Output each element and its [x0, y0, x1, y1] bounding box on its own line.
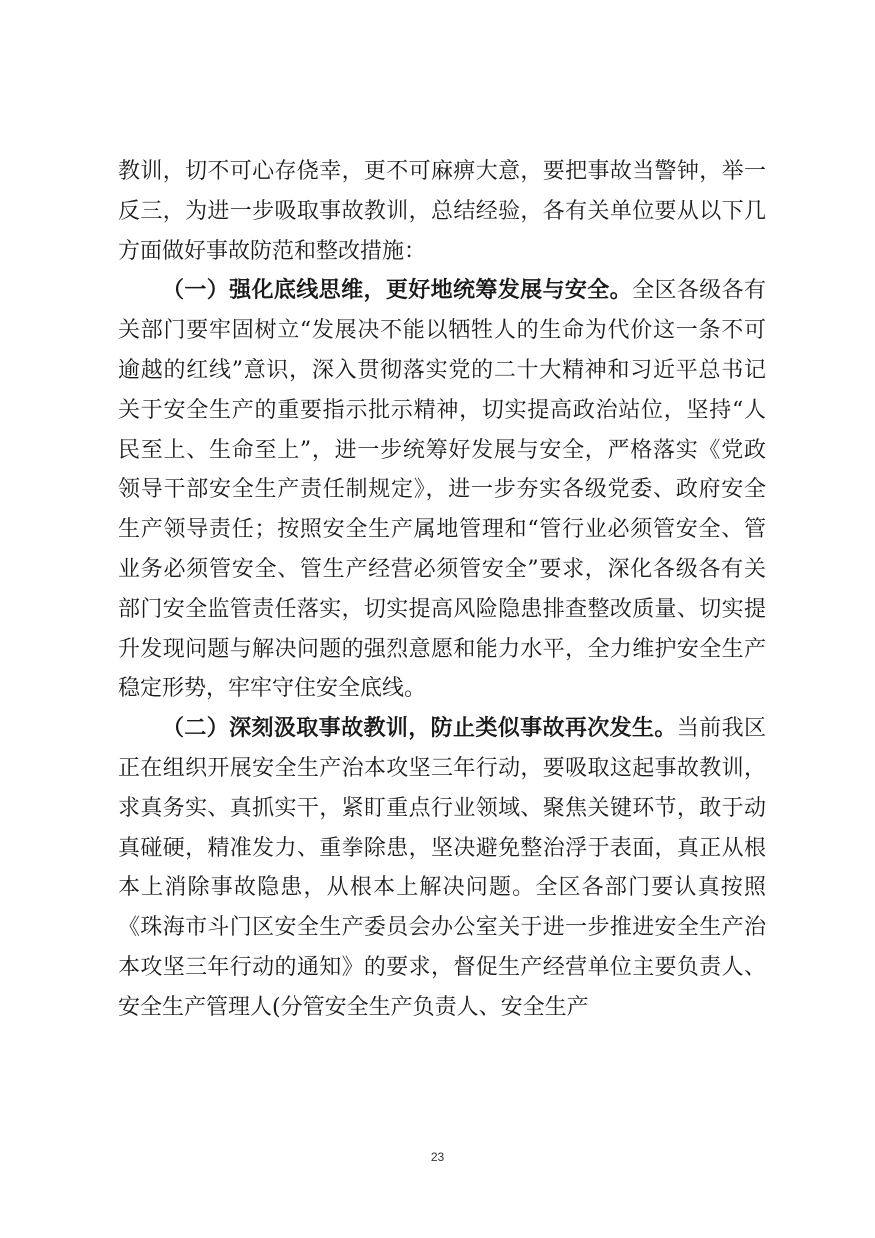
paragraph-text: 全区各级各有关部门要牢固树立“发展决不能以牺牲人的生命为代价这一条不可逾越的红线”意识，深入贯彻落实党的二十大精神和习近平总书记关于安全生产的重要指示批示精神，切实提高政治站位，坚持“人民至上、生命至上”，进一步统筹好发展与安全，严格落实《党政领导干部安全生产责任制规定》，进一步夯实各级党委、政府安全生产领导责任；按照安全生产属地管理和“管行业必须管安全、管业务必须管安全、管生产经营必须管安全”要求，深化各级各有关部门安全监管责任落实，切实提高风险隐患排查整改质量、切实提升发现问题与解决问题的强烈意愿和能力水平，全力维护安全生产稳定形势，牢牢守住安全底线。 — [118, 278, 766, 702]
paragraph-section-1 — [118, 271, 766, 709]
paragraph-continuation — [118, 152, 766, 271]
paragraph-section-2 — [118, 709, 766, 1027]
section-heading-2: （二）深刻汲取事故教训，防止类似事故再次发生。 — [162, 715, 677, 742]
paragraph-text: 教训，切不可心存侥幸，更不可麻痹大意，要把事故当警钟，举一反三，为进一步吸取事故教训，总结经验，各有关单位要从以下几方面做好事故防范和整改措施： — [118, 159, 766, 264]
body-text — [118, 152, 766, 1028]
section-heading-1: （一）强化底线思维，更好地统筹发展与安全。 — [162, 277, 633, 304]
paragraph-text: 当前我区正在组织开展安全生产治本攻坚三年行动，要吸取这起事故教训，求真务实、真抓实干，紧盯重点行业领域、聚焦关键环节，敢于动真碰硬，精准发力、重拳除患，坚决避免整治浮于表面，真正从根本上消除事故隐患，从根本上解决问题。全区各部门要认真按照《珠海市斗门区安全生产委员会办公室关于进一步推进安全生产治本攻坚三年行动的通知》的要求，督促生产经营单位主要负责人、安全生产管理人(分管安全生产负责人、安全生产 — [118, 716, 766, 1020]
page-number: 23 — [430, 1150, 445, 1164]
